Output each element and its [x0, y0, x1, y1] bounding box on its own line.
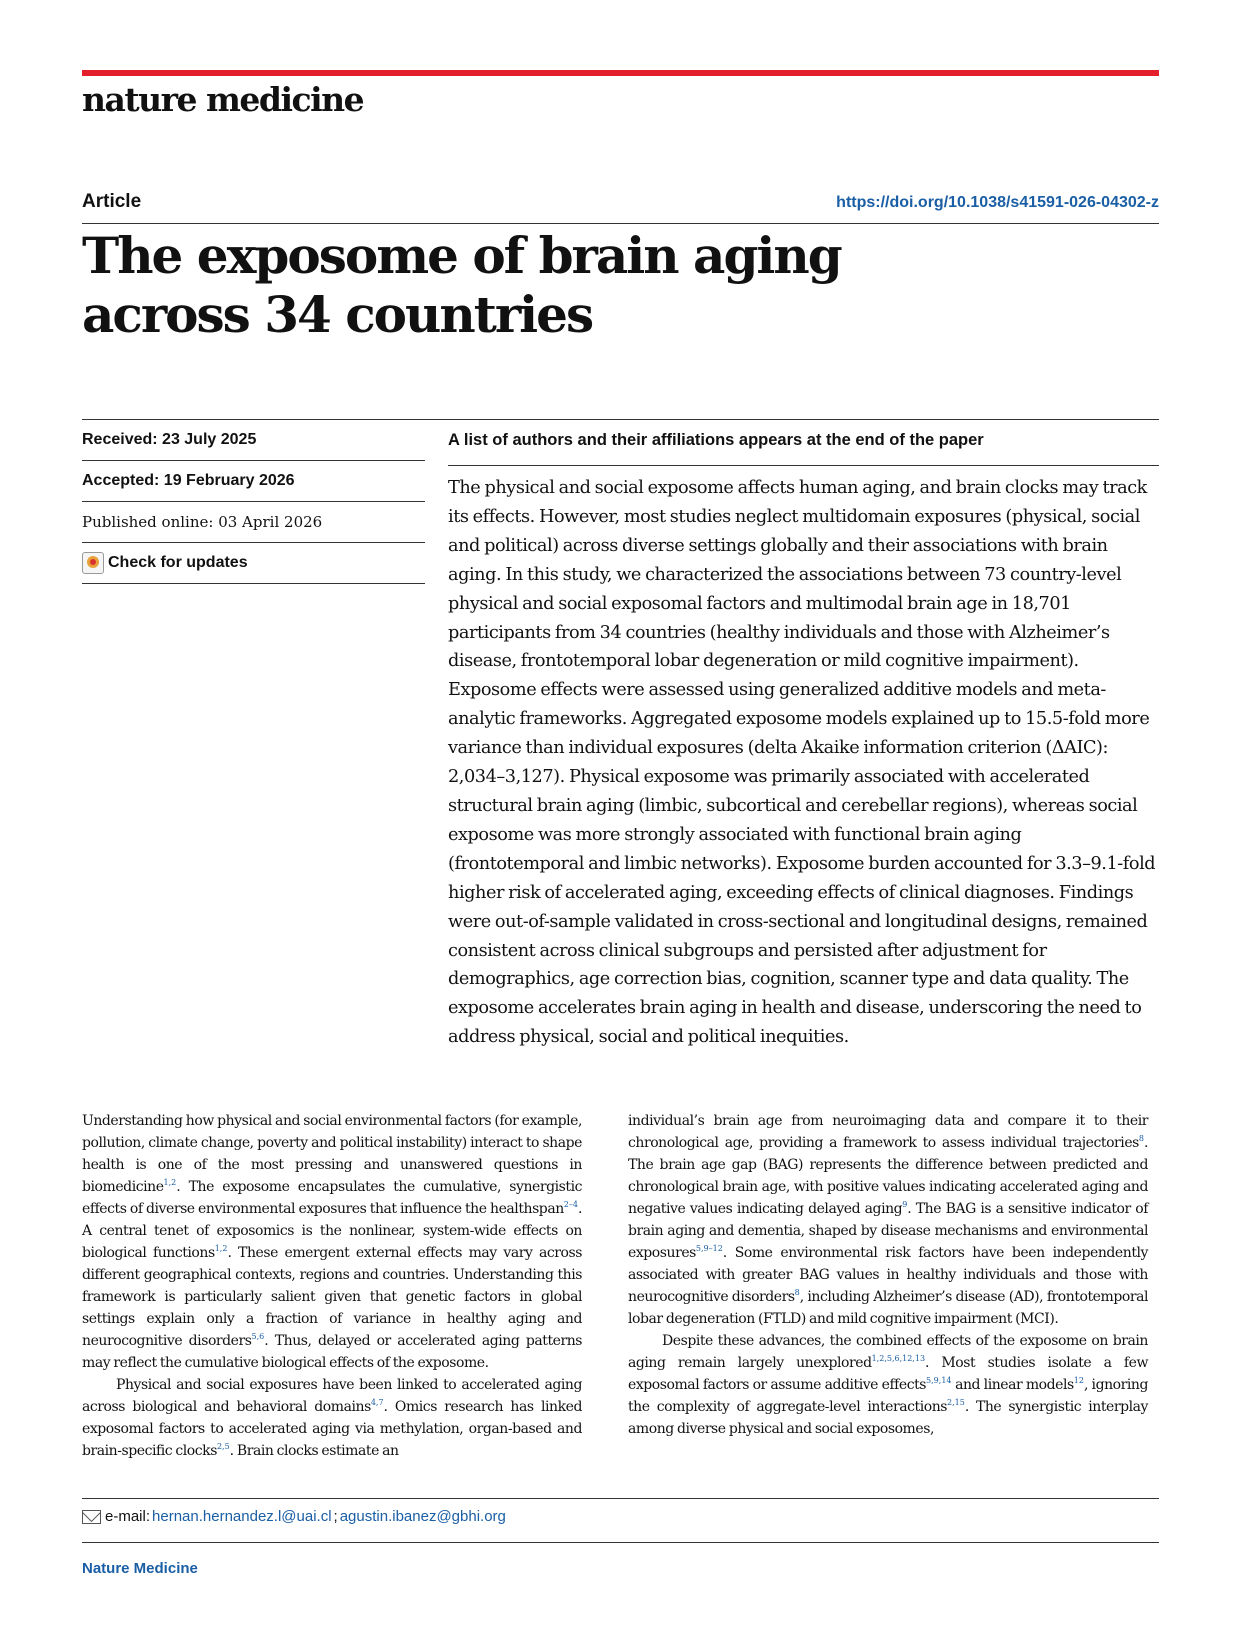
- article-type-label: Article: [82, 191, 142, 212]
- authors-affiliation-note: A list of authors and their affiliations appears at the end of the paper: [448, 420, 1159, 466]
- paragraph-text: . Most studies isolate a few exposomal factors or assume additive effects: [628, 1355, 1148, 1393]
- journal-logo: nature medicine: [82, 80, 364, 119]
- citation-reference[interactable]: 2,15: [947, 1398, 965, 1407]
- citation-reference[interactable]: 4,7: [370, 1398, 384, 1407]
- paragraph-text: . Brain clocks estimate an: [229, 1443, 399, 1459]
- body-column-right: [628, 1110, 1148, 1440]
- paragraph-text: . Some environmental risk factors have been independently associated with greater BAG values in healthy individuals and those with neurocognitive disorders: [628, 1245, 1148, 1305]
- check-for-updates-label: Check for updates: [108, 554, 248, 571]
- citation-reference[interactable]: 9: [902, 1200, 908, 1209]
- paragraph-text: . The exposome encapsulates the cumulative, synergistic effects of diverse environmental exposures that influence the healthspan: [82, 1179, 582, 1217]
- paragraph-text: . Thus, delayed or accelerated aging patterns may reflect the cumulative biological effects of the exposome.: [82, 1333, 583, 1371]
- body-paragraph: [628, 1330, 1148, 1440]
- check-for-updates-button[interactable]: [82, 543, 425, 584]
- doi-link[interactable]: https://doi.org/10.1038/s41591-026-04302-z: [836, 194, 1159, 211]
- paragraph-text: Despite these advances, the combined effects of the exposome on brain aging remain largely unexplored: [628, 1333, 1148, 1371]
- body-paragraph: [82, 1374, 582, 1462]
- citation-reference[interactable]: 12: [1073, 1376, 1084, 1385]
- paragraph-text: . The synergistic interplay among diverse physical and social exposomes,: [628, 1399, 1148, 1437]
- paragraph-text: individual’s brain age from neuroimaging data and compare it to their chronological age, providing a framework to assess individual trajectories: [628, 1113, 1148, 1151]
- citation-reference[interactable]: 5,9,14: [926, 1376, 952, 1385]
- footer-divider: [82, 1498, 1159, 1499]
- published-date: Published online: 03 April 2026: [82, 502, 425, 543]
- received-date: Received: 23 July 2025: [82, 420, 425, 461]
- citation-reference[interactable]: 2–4: [563, 1200, 578, 1209]
- citation-reference[interactable]: 5,6: [251, 1332, 265, 1341]
- citation-reference[interactable]: 5,9–12: [695, 1244, 723, 1253]
- paragraph-text: , including Alzheimer’s disease (AD), frontotemporal lobar degeneration (FTLD) and mild cognitive impairment (MCI).: [628, 1289, 1148, 1327]
- citation-reference[interactable]: 2,5: [216, 1442, 230, 1451]
- envelope-icon: [82, 1510, 101, 1524]
- paragraph-text: Physical and social exposures have been linked to accelerated aging across biological and behavioral domains: [82, 1377, 582, 1415]
- paragraph-text: , ignoring the complexity of aggregate-level interactions: [628, 1377, 1148, 1415]
- citation-reference[interactable]: 1,2: [163, 1178, 177, 1187]
- paragraph-text: . These emergent external effects may vary across different geographical contexts, regions and countries. Understanding this framework is particularly salient given that genetic factors in global settings explain only a fraction of variance in healthy aging and neurocognitive disorders: [82, 1245, 582, 1349]
- body-paragraph: [82, 1110, 582, 1374]
- footer-divider-bottom: [82, 1542, 1159, 1543]
- footer-journal-name: Nature Medicine: [82, 1560, 198, 1577]
- accepted-date: Accepted: 19 February 2026: [82, 461, 425, 502]
- citation-reference[interactable]: 8: [794, 1288, 800, 1297]
- citation-reference[interactable]: 1,2: [214, 1244, 228, 1253]
- journal-accent-bar: [82, 70, 1159, 76]
- article-title: The exposome of brain aging across 34 countries: [82, 226, 841, 344]
- abstract: The physical and social exposome affects human aging, and brain clocks may track its effects. However, most studies neglect multidomain exposures (physical, social and political) across diverse settings globally and their associations with brain aging. In this study, we characterized the associations between 73 country-level physical and social exposomal factors and multimodal brain age in 18,701 participants from 34 countries (healthy individuals and those with Alzheimer’s disease, frontotemporal lobar degeneration or mild cognitive impairment). Exposome effects were assessed using generalized additive models and meta-analytic frameworks. Aggregated exposome models explained up to 15.5-fold more variance than individual exposures (delta Akaike information criterion (ΔAIC): 2,034–3,127). Physical exposome was primarily associated with accelerated structural brain aging (limbic, subcortical and cerebellar regions), whereas social exposome was more strongly associated with functional brain aging (frontotemporal and limbic networks). Exposome burden accounted for 3.3–9.1-fold higher risk of accelerated aging, exceeding effects of clinical diagnoses. Findings were out-of-sample validated in cross-sectional and longitudinal designs, remained consistent across clinical subgroups and persisted after adjustment for demographics, age correction bias, cognition, scanner type and data quality. The exposome accelerates brain aging in health and disease, underscoring the need to address physical, social and political inequities.: [448, 478, 1156, 1048]
- paragraph-text: . The BAG is a sensitive indicator of brain aging and dementia, shaped by disease mechanisms and environmental exposures: [628, 1201, 1148, 1261]
- email-link-ibanez[interactable]: agustin.ibanez@gbhi.org: [339, 1508, 506, 1525]
- paragraph-text: . Omics research has linked exposomal factors to accelerated aging via methylation, organ-based and brain-specific clocks: [82, 1399, 582, 1459]
- email-separator: ;: [333, 1508, 338, 1525]
- body-paragraph: [628, 1110, 1148, 1330]
- article-history: [82, 420, 425, 584]
- correspondence-emails: [82, 1508, 506, 1525]
- paragraph-text: . A central tenet of exposomics is the nonlinear, system-wide effects on biological functions: [82, 1201, 582, 1261]
- email-label: e-mail:: [105, 1508, 151, 1525]
- body-column-left: [82, 1110, 582, 1462]
- paragraph-text: and linear models: [951, 1377, 1074, 1393]
- paragraph-text: Understanding how physical and social environmental factors (for example, pollution, climate change, poverty and political instability) interact to shape health is one of the most pressing and unanswered questions in biomedicine: [82, 1113, 582, 1195]
- email-link-hernandez[interactable]: hernan.hernandez.l@uai.cl: [152, 1508, 332, 1525]
- header-divider: [82, 223, 1159, 224]
- citation-reference[interactable]: 1,2,5,6,12,13: [871, 1354, 926, 1363]
- citation-reference[interactable]: 8: [1138, 1134, 1144, 1143]
- paragraph-text: . The brain age gap (BAG) represents the difference between predicted and chronological brain age, with positive values indicating accelerated aging and negative values indicating delayed aging: [628, 1135, 1148, 1217]
- check-for-updates-icon: [82, 552, 104, 574]
